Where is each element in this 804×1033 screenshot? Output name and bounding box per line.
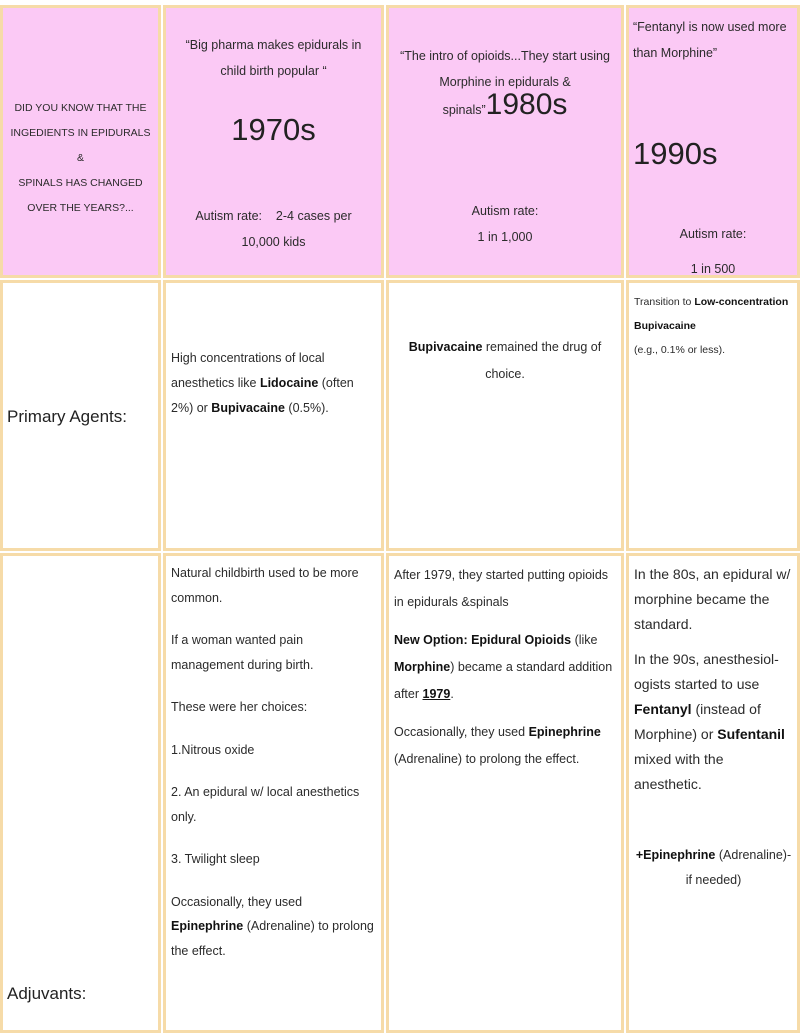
intro-cell <box>0 5 161 278</box>
intro-text: DID YOU KNOW THAT THE INGEDIENTS IN EPIDURALS & SPINALS HAS CHANGED OVER THE YEARS?... <box>10 102 151 214</box>
adjuvants-1970s-text: Natural childbirth used to be more common. If a woman wanted pain management during birth. These were her choices: 1.Nitrous oxide 2. An epidural w/ local anesthetics only. 3. Twilight sleep Occasionally, they used Epinephrine (Adrenaline) to prolong the effect. <box>171 566 374 958</box>
primary-1980s <box>386 280 624 551</box>
header-1990s <box>626 5 800 278</box>
adjuvants-label-cell <box>0 553 161 1033</box>
primary-1990s-text: Transition to Low-concentration Bupivacaine (e.g., 0.1% or less). <box>634 296 789 356</box>
quote-1970s: “Big pharma makes epidurals in child birth popular “ <box>185 38 362 78</box>
primary-agents-label: Primary Agents: <box>7 407 127 426</box>
adjuvants-1980s <box>386 553 624 1033</box>
adjuvants-1970s <box>163 553 384 1033</box>
autism-rate-1980s: Autism rate: 1 in 1,000 <box>471 204 539 244</box>
header-1980s <box>386 5 624 278</box>
adjuvants-1990s-text: In the 80s, an epidural w/ morphine became the standard. In the 90s, anesthesiol-ogists started to use Fentanyl (instead of Morphine) or Sufentanil mixed with the anesthetic. +Epinephrine (Adrenaline)-if needed) <box>634 566 792 887</box>
quote-1990s: “Fentanyl is now used more than Morphine” <box>633 20 787 60</box>
primary-1970s <box>163 280 384 551</box>
year-1990s: 1990s <box>633 136 718 171</box>
adjuvants-label: Adjuvants: <box>7 984 87 1003</box>
adjuvants-1980s-text: After 1979, they started putting opioids in epidurals &spinals New Option: Epidural Opioids (like Morphine) became a standard addition after 1979. Occasionally, they used Epinephrine (Adrenaline) to prolong the effect. <box>394 568 613 766</box>
autism-rate-1970s: Autism rate: 2-4 cases per 10,000 kids <box>195 209 352 249</box>
quote-1980s: “The intro of opioids...They start using Morphine in epidurals & spinals”1980s <box>400 49 610 121</box>
adjuvants-1990s <box>626 553 800 1033</box>
primary-1990s <box>626 280 800 551</box>
year-1970s: 1970s <box>231 112 316 147</box>
autism-rate-1990s: Autism rate: 1 in 500 <box>679 227 747 276</box>
year-1980s: 1980s <box>485 88 568 121</box>
primary-agents-label-cell <box>0 280 161 551</box>
primary-1970s-text: High concentrations of local anesthetics like Lidocaine (often 2%) or Bupivacaine (0.5%). <box>171 351 354 415</box>
header-1970s <box>163 5 384 278</box>
primary-1980s-text: Bupivacaine remained the drug of choice. <box>408 340 602 381</box>
